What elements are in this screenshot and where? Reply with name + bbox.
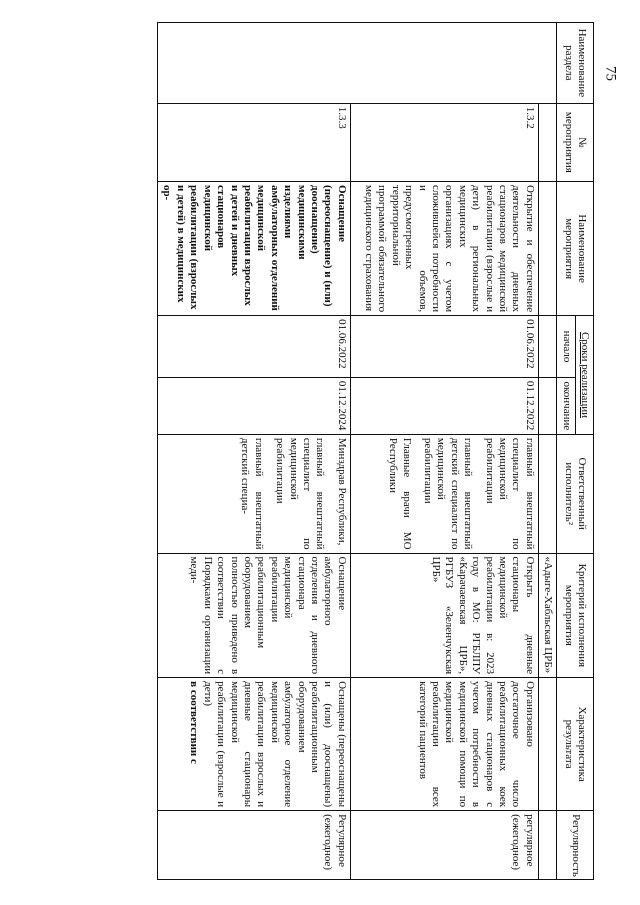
header-responsible: Ответственный исполнитель² xyxy=(557,434,594,553)
header-regularity: Регулярность xyxy=(557,811,594,880)
page-number: 75 xyxy=(602,66,619,81)
row-result: Организовано достаточное число реабилитационных коек дневных стационаров с учетом потребности в медицинской помощи по медицинской реабилитации всех категорий пациентов xyxy=(350,678,538,811)
row-responsible: Минздрав Республики, главный внештатный специалист по медицинской реабилитации главный внештатный детский специа- xyxy=(158,434,351,553)
header-criterion: Критерий исполнения мероприятия xyxy=(557,553,594,678)
table-row xyxy=(158,23,351,880)
header-start: начало xyxy=(557,316,575,378)
table-container xyxy=(54,22,594,880)
table-row xyxy=(350,23,538,880)
rotated-page xyxy=(54,22,594,880)
row-num: 1.3.2 xyxy=(350,103,538,181)
header-section: Наименование раздела xyxy=(557,23,594,104)
row-criterion: Открыть дневные стационары медицинской реабилитации в: 2023 году в МО: РГБЛПУ «Карачаевская ЦРБ», РГБУЗ «Зеленчукская ЦРБ» xyxy=(350,553,538,678)
row-criterion: Оснащение амбулаторного отделения и дневного стационара медицинской реабилитации реабилитационным оборудованием полностью приведено в соответствии с Порядками организации меди- xyxy=(158,553,351,678)
header-result: Характеристика результата xyxy=(557,678,594,811)
row-name: Открытие и обеспечение деятельности дневных стационаров медицинской реабилитации (взрослые и дети) в региональных медицинских организациях с учетом сложившейся потребности и объемов, предусмотренных территориальной программой обязательного медицинского страхования xyxy=(350,182,538,316)
row-num: 1.3.3 xyxy=(158,103,351,181)
row-start: 01.06.2022 xyxy=(158,316,351,378)
header-name: Наименование мероприятия xyxy=(557,182,594,316)
row-result: Оснащены (переоснащены и (или) дооснащены) реабилитационным оборудованием амбулаторное отделение медицинской реабилитации взрослых и дневные стационары медицинской реабилитации (взрослые и дети) в соответствии с xyxy=(158,678,351,811)
row-end: 01.12.2022 xyxy=(350,377,538,434)
header-num: № мероприятия xyxy=(557,103,594,181)
table-row xyxy=(538,23,556,880)
row-responsible: главный внештатный специалист по медицинской реабилитации главный внештатный детский специалист по медицинской реабилитации Главные врачи МО Республики xyxy=(350,434,538,553)
row-end: 01.12.2024 xyxy=(158,377,351,434)
row-name: Оснащение (переоснащение) и (или) дооснащение) медицинскими изделиями амбулаторных отделений медицинской реабилитации взрослых и детей и дневных стационаров медицинской реабилитации (взрослых и детей) в медицинских ор- xyxy=(158,182,351,316)
row-regularity: Регулярное (ежегодное) xyxy=(158,811,351,880)
measures-table xyxy=(157,22,594,880)
top-criterion: «Адыге-Хабльская ЦРБ» xyxy=(538,553,556,678)
row-regularity: регулярное (ежегодное) xyxy=(350,811,538,880)
header-dates: Сроки реализации xyxy=(575,316,593,435)
header-row xyxy=(575,23,593,880)
row-start: 01.06.2022 xyxy=(350,316,538,378)
header-end: окончание xyxy=(557,377,575,434)
